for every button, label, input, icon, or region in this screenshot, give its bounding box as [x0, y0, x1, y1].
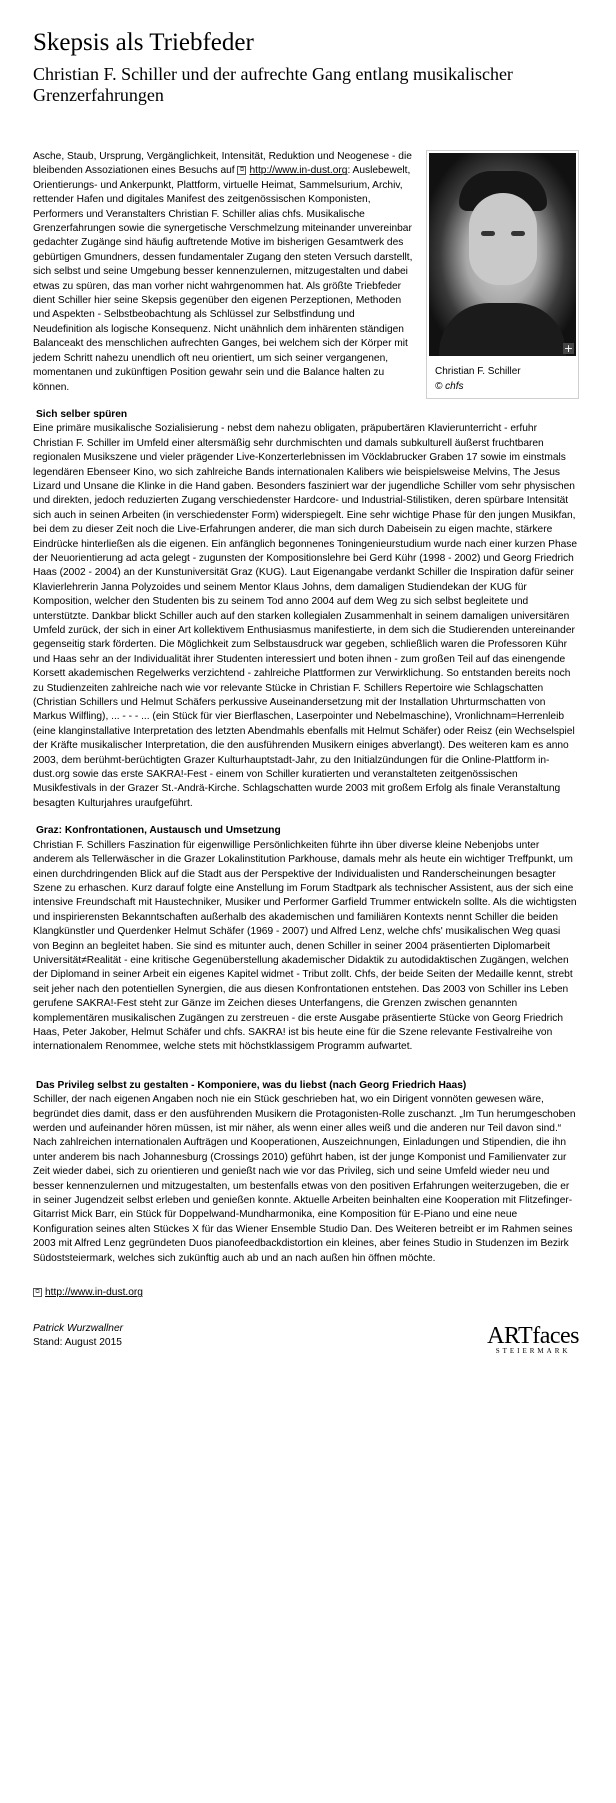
caption-credit: © chfs	[435, 381, 464, 392]
in-dust-link[interactable]: http://www.in-dust.org	[249, 165, 348, 177]
section-heading: Sich selber spüren	[36, 408, 128, 420]
logo-sub-text: STEIERMARK	[495, 1347, 571, 1356]
photo-eye	[511, 231, 525, 236]
section-heading: Das Privileg selbst zu gestalten - Komponiere, was du liebst (nach Georg Friedrich Haas)	[36, 1079, 467, 1091]
external-link-icon: ⧉	[237, 166, 246, 175]
page-title: Skepsis als Triebfeder	[33, 29, 254, 56]
external-link-icon: ⧉	[33, 1288, 42, 1297]
photo-shoulders	[439, 303, 566, 356]
section-heading: Graz: Konfrontationen, Austausch und Umsetzung	[36, 825, 281, 837]
page-subtitle: Christian F. Schiller und der aufrechte Gang entlang musikalischer Grenzerfahrungen	[33, 64, 513, 105]
date-stand: Stand: August 2015	[33, 1337, 122, 1349]
section-sich-selber-spueren	[33, 408, 579, 811]
artfaces-logo[interactable]	[487, 1325, 579, 1356]
footer-in-dust-link[interactable]: http://www.in-dust.org	[45, 1287, 143, 1299]
section-body: Eine primäre musikalische Sozialisierung - nebst dem nahezu obligaten, präpubertären Klavierunterricht - erfuhr Christian F. Schiller im Umfeld einer altersmäßig sehr durchmischten und damals subkulturell äußerst fruchtbaren regionalen Musikszene und vieler prägender Live-Konzerterlebnissen im Vöcklabrucker Graben 17 sowie im einstmals legendären Ebenseer Kino, wo sich zahlreiche Bands internationalen Kalibers wie beispielsweise Melvins, The Jesus Lizard und Unsane die Klinke in die Hand gaben. Besonders fasziniert war der jugendliche Schiller vom sehr physischen und direkten, jedoch reduzierten Zugang verschiedenster Hardcore- und Industrial-Stilistiken, deren spürbare Intensität sich auch in seinen Arbeiten (in verschiedenster Form) widerspiegelt. Eine sehr wichtige Phase für den jungen Musikfan, bei dem zu dieser Zeit noch die Live-Erfahrungen anderer, die man sich durch Dabeisein zu eigen machte, stärkere Eindrücke hinterließen als die eigenen. Ein anfänglich begonnenes Toningenieurstudium wurde nach einer kurzen Phase der Neuorientierung ad acta gelegt - zugunsten der Kompositionslehre bei Gerd Kühr (1998 - 2002) und Georg Friedrich Haas (2002 - 2004) an der Kunstuniversität Graz (KUG). Laut Eigenangabe verdankt Schiller die Inspiration dafür seiner Klavierlehrerin Janna Polyzoides und seinem Mentor Klaus Johns, dem damaligen Studiendekan der KUG für Komposition, welcher den Studenten bis zu seinem Tod anno 2004 auf dem Weg zu sich selbst begleitete und unterstützte. Dankbar blickt Schiller auch auf den starken kollegialen Zusammenhalt in seinem damaligen universitären Umfeld zurück, der sich in einer Art kollektivem Enthusiasmus manifestierte, in dem sich die Studierenden untereinander gegenseitig stark förderten. Die Möglichkeit zum Selbstausdruck war gegeben, schließlich waren die Professoren Kühr und Haas sehr an der Individualität ihrer Studenten interessiert und boten ihnen - zum großen Teil auf das einengende Korsett akademischen Regelwerks verzichtend - zahlreiche Plattformen zur Verwirklichung. So entstanden bereits noch zu Studienzeiten zahlreiche nach wie vor relevante Stücke in Christian F. Schillers Repertoire wie Schlagschatten (Christian Schillers und Helmut Schäfers perkussive Auseinandersetzung mit der Installation Uhrturmschatten von Markus Wilfling), ... - - - ... (ein Stück für vier Bierflaschen, Laserpointer und Nebelmaschine), Vronlichnam=Herrenleib (eine klanginstallative Interpretation des letzten Abendmahls ebenfalls mit Helmut Schäfer) oder Reisz (ein Wechselspiel der Kräfte musikalischer Interpretation, die den ausführenden Musikern einiges abverlangt). Des weiteren kam es anno 2003, dem berühmt-berüchtigten Grazer Kulturhauptstadt-Jahr, zu den Initialzündungen für die Online-Plattform in-dust.org sowie das erste SAKRA!-Fest - einem von Schiller kuratierten und veranstalteten zeitgenössischen Musikfestivals in der Grazer St.-Andrä-Kirche. Schlagschatten wurde 2003 mit großem Erfolg als finale Veranstaltung besagten Kulturjahres uraufgeführt.	[33, 423, 578, 809]
photo-eye	[481, 231, 495, 236]
section-privileg	[33, 1079, 579, 1266]
intro-text-end: : Auslebewelt, Orientierungs- und Ankerpunkt, Plattform, virtuelle Heimat, Sammelsurium, Archiv, rettender Hafen und digitales Manifest des zeitgenössischen Komponisten, Performers und Veranstalters Christian F. Schiller alias chfs. Musikalische Grenzerfahrungen sowie die synergetische Verschmelzung miteinander unvereinbar gedachter Zugänge sind häufig auftretende Motive im bisherigen Gesamtwerk des gebürtigen Gmundners, dessen fundamentaler Zugang den steten Versuch darstellt, sich selbst und seine Umgebung besser kennenzulernen, mitzugestalten und dabei etwas zu spüren, das man vorher nicht wahrgenommen hat. Als größte Triebfeder dient Schiller hier seine Skepsis gegenüber den eigenen Perzeptionen, Methoden und Aspekten - Selbstbeobachtung als Schlüssel zur Selbstfindung und Neudefinition als logische Konsequenz. Nicht unähnlich dem inhärenten ständigen Balanceakt des menschlichen aufrechten Ganges, bei welchem sich der Körper mit jedem Schritt nahezu unendlich oft neu orientiert, um sich seiner vergangenen, momentanen und zukünftigen Position gewahr sein und die Balance halten zu können.	[33, 165, 413, 393]
article	[33, 28, 579, 1356]
section-body: Schiller, der nach eigenen Angaben noch nie ein Stück geschrieben hat, wo ein Dirigent vonnöten gewesen wäre, begründet dies damit, dass er den ausführenden Musikern die Protagonisten-Rolle zuschanzt. „Im Tun herumgeschoben werden und aufeinander hören müssen, ist mir näher, als wenn einer alles weiß und die anderen nur Teil davon sind.“ Nach zahlreichen internationalen Aufträgen und Kooperationen, Auszeichnungen, Einladungen und Stipendien, die ihn unter anderem bis nach Johannesburg (Crossings 2010) geführt haben, ist der junge Komponist und Familienvater zur Zeit wieder dabei, sich zu orientieren und genießt nach wie vor das Privileg, sich und seine Umfeld wieder neu und besser kennenzulernen und mitzugestalten, um bestenfalls etwas von den positiven Erfahrungen weiterzugeben, die er in seiner Jugendzeit selbst erleben und genießen konnte. Aktuelle Arbeiten beinhalten eine Kooperation mit Flitzefinger-Gitarrist Mick Barr, ein Stück für Doppelwand-Mundharmonika, eine Komposition für E-Piano und eine neue Konfiguration seines alten Stückes X für das Wiener Ensemble Studio Dan. Des Weiteren betreibt er im Rahmen seines 2003 mit Alfred Lenz gegründeten Duos pianofeedbackdistortion ein kleines, aber feines Studio in Studenzen im Bezirk Südoststeiermark, welches sich zukünftig auch ab und an nach außen hin öffnen möchte.	[33, 1094, 576, 1264]
caption-name: Christian F. Schiller	[435, 366, 521, 377]
intro-block	[33, 150, 579, 395]
portrait-figure	[426, 150, 579, 399]
figure-caption	[429, 364, 576, 394]
footer	[33, 1322, 579, 1356]
footer-link-row	[33, 1286, 579, 1300]
section-body: Christian F. Schillers Faszination für eigenwillige Persönlichkeiten führte ihn über diverse kleine Nebenjobs unter anderem als Tellerwäscher in die Grazer Lokalinstitution Parkhouse, damals mehr als heute ein wichtiger Treffpunkt, um einen durchdringenden Blick auf die Stadt aus der Perspektive der Individualisten und Randerscheinungen besagter Szene zu erhaschen. Kurz darauf folgte eine Anstellung im Forum Stadtpark als technischer Assistent, aus der sich eine intensive Freundschaft mit Haustechniker, Musiker und Performer Garfield Trummer entwickeln sollte. Als die wichtigsten und inspirierensten Bekanntschaften außerhalb des akademischen und familiären Kontexts nennt Schiller die beiden Klangkünstler und Querdenker Helmut Schäfer (1969 - 2007) und Alfred Lenz, welche chfs' musikalischen Weg quasi von Beginn an begleitet haben. Sie sind es mitunter auch, denen Schiller in seiner 2004 präsentierten Diplomarbeit Universität≠Realität - eine kritische Gegenüberstellung akademischer Didaktik zu autodidaktischen Zugängen, welchen der Diplomand in seiner Arbeit ein eigenes Kapitel widmet - Tribut zollt. Chfs, der beide Seiten der Medaille kennt, strebt seit jeher nach den potentiellen Synergien, die aus diesen Konfrontationen entstehen. Das 2003 von Schiller ins Leben gerufene SAKRA!-Fest steht zur Gänze im Zeichen dieses Unterfangens, die Grenzen zwischen genannten komplementären musikalischen Zugängen zu zerstreuen - die erste Ausgabe präsentierte Stücke von Georg Friedrich Haas, Peter Jakober, Helmut Schäfer und chfs. SAKRA! ist bis heute eine für die Szene relevante Festivalreihe von internationalem Renommee, welche stets mit höchstklassigem Programm aufwartet.	[33, 839, 577, 1053]
author-name: Patrick Wurzwallner	[33, 1323, 124, 1335]
expand-image-icon[interactable]: +	[563, 342, 574, 355]
intro-text-start: Asche, Staub, Ursprung, Vergänglichkeit, Intensität, Reduktion und Neogenese - die bleibenden Assoziationen eines Besuchs auf	[33, 151, 412, 177]
photo-face	[469, 193, 537, 285]
portrait-photo[interactable]	[429, 153, 576, 356]
logo-main-text: ARTfaces	[487, 1323, 579, 1350]
section-graz	[33, 824, 579, 1055]
